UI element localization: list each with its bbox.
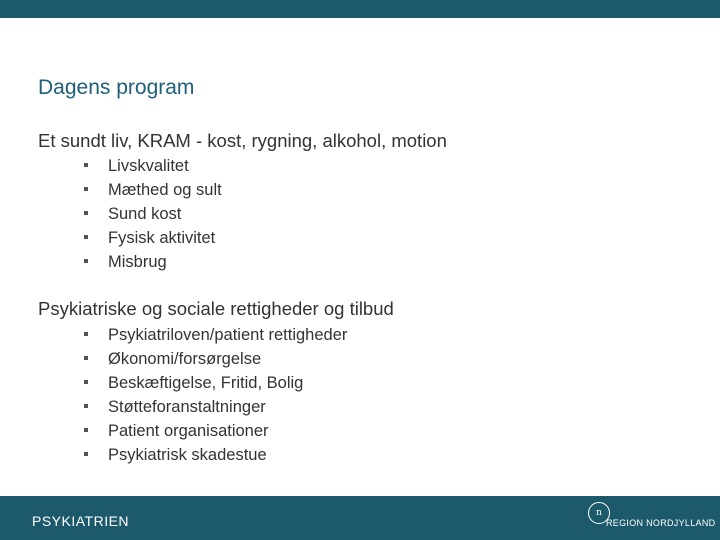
list-item: Psykiatrisk skadestue — [92, 443, 331, 467]
bullet-list-rights — [92, 323, 348, 467]
footer-bar — [0, 496, 720, 540]
bullet-icon — [84, 332, 88, 336]
bullet-icon — [84, 452, 88, 456]
list-item: Økonomi/forsørgelse — [92, 347, 331, 371]
list-item: Patient organisationer — [92, 419, 331, 443]
bullet-icon — [84, 235, 88, 239]
list-item: Psykiatriloven/patient rettigheder — [92, 323, 331, 347]
section-heading-rights: Psykiatriske og sociale rettigheder og tilbud — [38, 298, 394, 319]
list-item: Fysisk aktivitet — [92, 226, 206, 250]
region-nordjylland-logo: REGION NORDJYLLAND — [606, 518, 716, 528]
bullet-icon — [84, 380, 88, 384]
bullet-icon — [84, 187, 88, 191]
bullet-list-health — [92, 154, 222, 274]
top-bar — [0, 0, 720, 18]
region-emblem-icon: n — [588, 502, 610, 524]
list-item: Sund kost — [92, 202, 206, 226]
bullet-icon — [84, 211, 88, 215]
bullet-icon — [84, 404, 88, 408]
bullet-icon — [84, 428, 88, 432]
bullet-icon — [84, 163, 88, 167]
list-item: Misbrug — [92, 250, 206, 274]
slide-title: Dagens program — [38, 76, 195, 99]
list-item: Beskæftigelse, Fritid, Bolig — [92, 371, 331, 395]
list-item: Livskvalitet — [92, 154, 206, 178]
list-item: Mæthed og sult — [92, 178, 206, 202]
bullet-icon — [84, 356, 88, 360]
psykiatrien-logo: PSYKIATRIEN — [32, 513, 130, 529]
bullet-icon — [84, 259, 88, 263]
list-item: Støtteforanstaltninger — [92, 395, 331, 419]
section-heading-health: Et sundt liv, KRAM - kost, rygning, alkohol, motion — [38, 130, 447, 151]
